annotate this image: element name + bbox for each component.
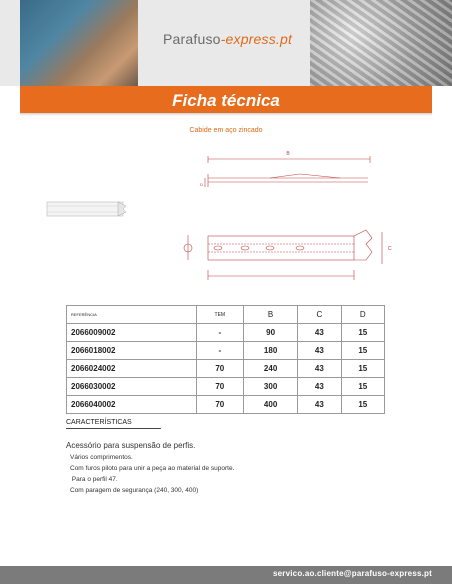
cell-reference: 2066018002: [67, 342, 197, 360]
cell-d: 15: [341, 378, 384, 396]
side-view-drawing: [47, 202, 126, 216]
characteristic-item: Com furos piloto para unir a peça ao material de suporte.: [70, 465, 235, 472]
cell-reference: 2066030002: [67, 378, 197, 396]
characteristic-item: Com paragem de segurança (240, 300, 400): [70, 487, 199, 494]
product-subtitle: Cabide em aço zincado: [189, 127, 263, 134]
characteristics-heading: CARACTERÍSTICAS: [66, 419, 132, 426]
col-header-b: B: [244, 306, 298, 324]
characteristics-lead: Acessório para suspensão de perfis.: [66, 441, 196, 450]
cell-c: 43: [298, 324, 341, 342]
cell-tem: 70: [196, 378, 243, 396]
table-row: [67, 396, 385, 414]
cell-tem: -: [196, 324, 243, 342]
cell-d: 15: [341, 360, 384, 378]
brand-accent: -express.pt: [220, 31, 293, 47]
brand-logo[interactable]: [163, 31, 292, 47]
table-row: [67, 360, 385, 378]
table-row: [67, 324, 385, 342]
dimension-b-label: B: [286, 151, 290, 157]
cell-c: 43: [298, 378, 341, 396]
cell-c: 43: [298, 396, 341, 414]
title-bar-shadow: [20, 113, 432, 116]
footer-bar: [0, 566, 452, 584]
col-header-c: C: [298, 306, 341, 324]
cell-b: 400: [244, 396, 298, 414]
characteristic-item: Para o perfil 47.: [70, 476, 118, 483]
page-title: Ficha técnica: [172, 91, 280, 110]
cell-b: 180: [244, 342, 298, 360]
header-banner: [0, 0, 452, 86]
cell-reference: 2066040002: [67, 396, 197, 414]
cell-d: 15: [341, 342, 384, 360]
cell-tem: 70: [196, 360, 243, 378]
front-view-drawing: [184, 230, 382, 280]
dimension-d-label: D: [200, 182, 203, 187]
table-row: [67, 378, 385, 396]
cell-d: 15: [341, 396, 384, 414]
cell-d: 15: [341, 324, 384, 342]
cell-c: 43: [298, 342, 341, 360]
cell-b: 300: [244, 378, 298, 396]
cell-tem: 70: [196, 396, 243, 414]
top-view-drawing: [205, 156, 370, 187]
technical-drawing: [0, 140, 452, 305]
table-row: [67, 342, 385, 360]
col-header-d: D: [341, 306, 384, 324]
screws-photo: [310, 0, 452, 86]
title-bar: [20, 86, 432, 113]
characteristic-item: Vários comprimentos.: [70, 454, 133, 461]
cell-b: 240: [244, 360, 298, 378]
cell-c: 43: [298, 360, 341, 378]
dimension-c-label: C: [388, 246, 392, 252]
cell-reference: 2066024002: [67, 360, 197, 378]
brand-main: Parafuso: [163, 31, 221, 47]
heading-underline: [66, 428, 161, 429]
col-header-tem: TEM: [196, 306, 243, 324]
col-header-reference: REFERÊNCIA: [67, 306, 197, 324]
cell-reference: 2066009002: [67, 324, 197, 342]
spec-table: [66, 305, 385, 414]
cell-b: 90: [244, 324, 298, 342]
cell-tem: -: [196, 342, 243, 360]
footer-email-link[interactable]: servico.ao.cliente@parafuso-express.pt: [272, 569, 432, 578]
workshop-photo: [20, 0, 138, 86]
table-header-row: [67, 306, 385, 324]
